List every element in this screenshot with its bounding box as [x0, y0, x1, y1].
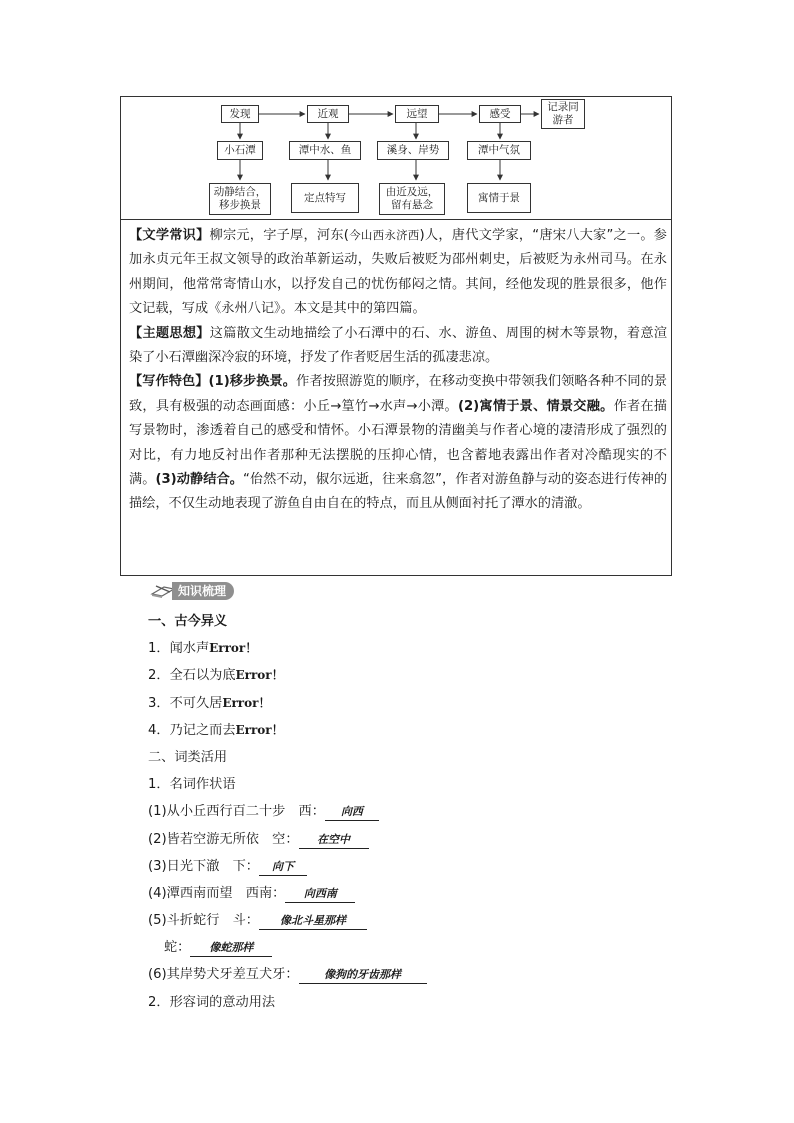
list-item: 蛇： 像蛇那样: [148, 934, 668, 961]
node-small-pond: 小石潭: [217, 141, 263, 160]
error-text: Error！: [209, 641, 258, 656]
node-near-to-far: 由近及远， 留有悬念: [379, 183, 445, 215]
literary-text-b: )人，唐代文学家，“唐宋八大家”之一。参加永贞元年王叔文领导的政治革新运动，失败后被贬为邵州刺史，后被贬为永州司马。在永州期间，他常常寄情山水，以抒发自己的忧伤郁闷之情。其间，经他发现的胜景很多，他作文记载，写成《永州八记》。本文是其中的第四篇。: [129, 228, 667, 317]
literary-sub: 今山西永济西: [348, 228, 420, 242]
section-2-heading: 二、词类活用: [148, 749, 228, 765]
list-item: (3)日光下澈 下： 向下: [148, 853, 668, 880]
main-content: [148, 608, 668, 1016]
error-text: Error！: [235, 722, 284, 737]
list-item: (5)斗折蛇行 斗： 像北斗星那样: [148, 907, 668, 934]
node-water-fish: 潭中水、鱼: [289, 141, 361, 160]
feature-2-text: 作者在描写景物时，渗透着自己的感受和情怀。小石潭景物的清幽美与作者心境的凄清形成了强烈的对比，有力地反衬出作者那种无法摆脱的压抑心情，也含蓄地表露出作者对冷酷现实的不满。: [129, 398, 667, 488]
list-item: 4．乃记之而去Error！: [148, 722, 284, 738]
theme-text: 这篇散文生动地描绘了小石潭中的石、水、游鱼、周围的树木等景物，着意渲染了小石潭幽深冷寂的环境，抒发了作者贬居生活的孤凄悲凉。: [129, 325, 668, 366]
feature-2-label: (2)寓情于景、情景交融。: [457, 398, 614, 414]
section-1-heading: 一、古今异义: [148, 614, 228, 629]
list-item: 3．不可久居Error！: [148, 695, 271, 711]
box-divider: [121, 219, 671, 220]
literary-knowledge: [129, 223, 667, 322]
answer-blank: 像狗的牙齿那样: [299, 967, 427, 984]
error-text: Error！: [222, 695, 271, 710]
feature-1-label: (1)移步换景。: [208, 374, 297, 390]
section-2-sub-2: 2．形容词的意动用法: [148, 994, 276, 1010]
node-motion-stillness: 动静结合， 移步换景: [209, 183, 271, 215]
node-emotion-in-scene: 寓情于景: [467, 183, 531, 213]
answer-blank: 在空中: [299, 832, 369, 849]
answer-blank: 像北斗星那样: [259, 913, 367, 930]
answer-blank: 像蛇那样: [190, 940, 272, 957]
answer-blank: 向西: [325, 804, 379, 821]
answer-blank: 向下: [259, 859, 307, 876]
node-record-companions: 记录同 游者: [541, 99, 585, 129]
knowledge-badge: [150, 582, 234, 600]
list-item: (1)从小丘西行百二十步 西： 向西: [148, 798, 668, 825]
literary-text-a: 柳宗元，字子厚，河东(: [209, 228, 349, 243]
feature-3-label: (3)动静结合。: [155, 472, 243, 488]
node-pond-atmosphere: 潭中气氛: [467, 141, 531, 160]
summary-box: [120, 96, 672, 576]
notes-section: [129, 223, 667, 517]
literary-tag: 【文学常识】: [129, 228, 210, 243]
section-2-sub-1: 1．名词作状语: [148, 777, 236, 793]
node-discover: 发现: [221, 105, 259, 123]
list-item: (4)潭西南而望 西南： 向西南: [148, 880, 668, 907]
error-text: Error！: [235, 668, 284, 683]
node-closeup: 定点特写: [291, 183, 359, 213]
node-far-view: 远望: [395, 105, 439, 123]
answer-blank: 向西南: [285, 886, 355, 903]
feature-3-text: “佁然不动，俶尔远逝，往来翕忽”，作者对游鱼静与动的姿态进行传神的描绘，不仅生动地表现了游鱼自由自在的特点，而且从侧面衬托了潭水的清澈。: [129, 472, 668, 512]
node-feeling: 感受: [479, 105, 521, 123]
node-stream-bank: 溪身、岸势: [377, 141, 449, 160]
feature-1-text: 作者按照游览的顺序，在移动变换中带领我们领略各种不同的景致，具有极强的动态画面感：小丘→篁竹→水声→小潭。: [129, 374, 668, 414]
list-item: (2)皆若空游无所依 空： 在空中: [148, 826, 668, 853]
theme-idea: [129, 322, 667, 371]
list-item: 1．闻水声Error！: [148, 641, 258, 657]
list-item: 2．全石以为底Error！: [148, 668, 284, 684]
badge-label: 知识梳理: [172, 582, 234, 600]
theme-tag: 【主题思想】: [129, 325, 210, 341]
features-tag: 【写作特色】: [129, 374, 209, 390]
writing-features: [129, 370, 667, 516]
list-item: (6)其岸势犬牙差互犬牙： 像狗的牙齿那样: [148, 961, 668, 988]
node-close-view: 近观: [307, 105, 349, 123]
